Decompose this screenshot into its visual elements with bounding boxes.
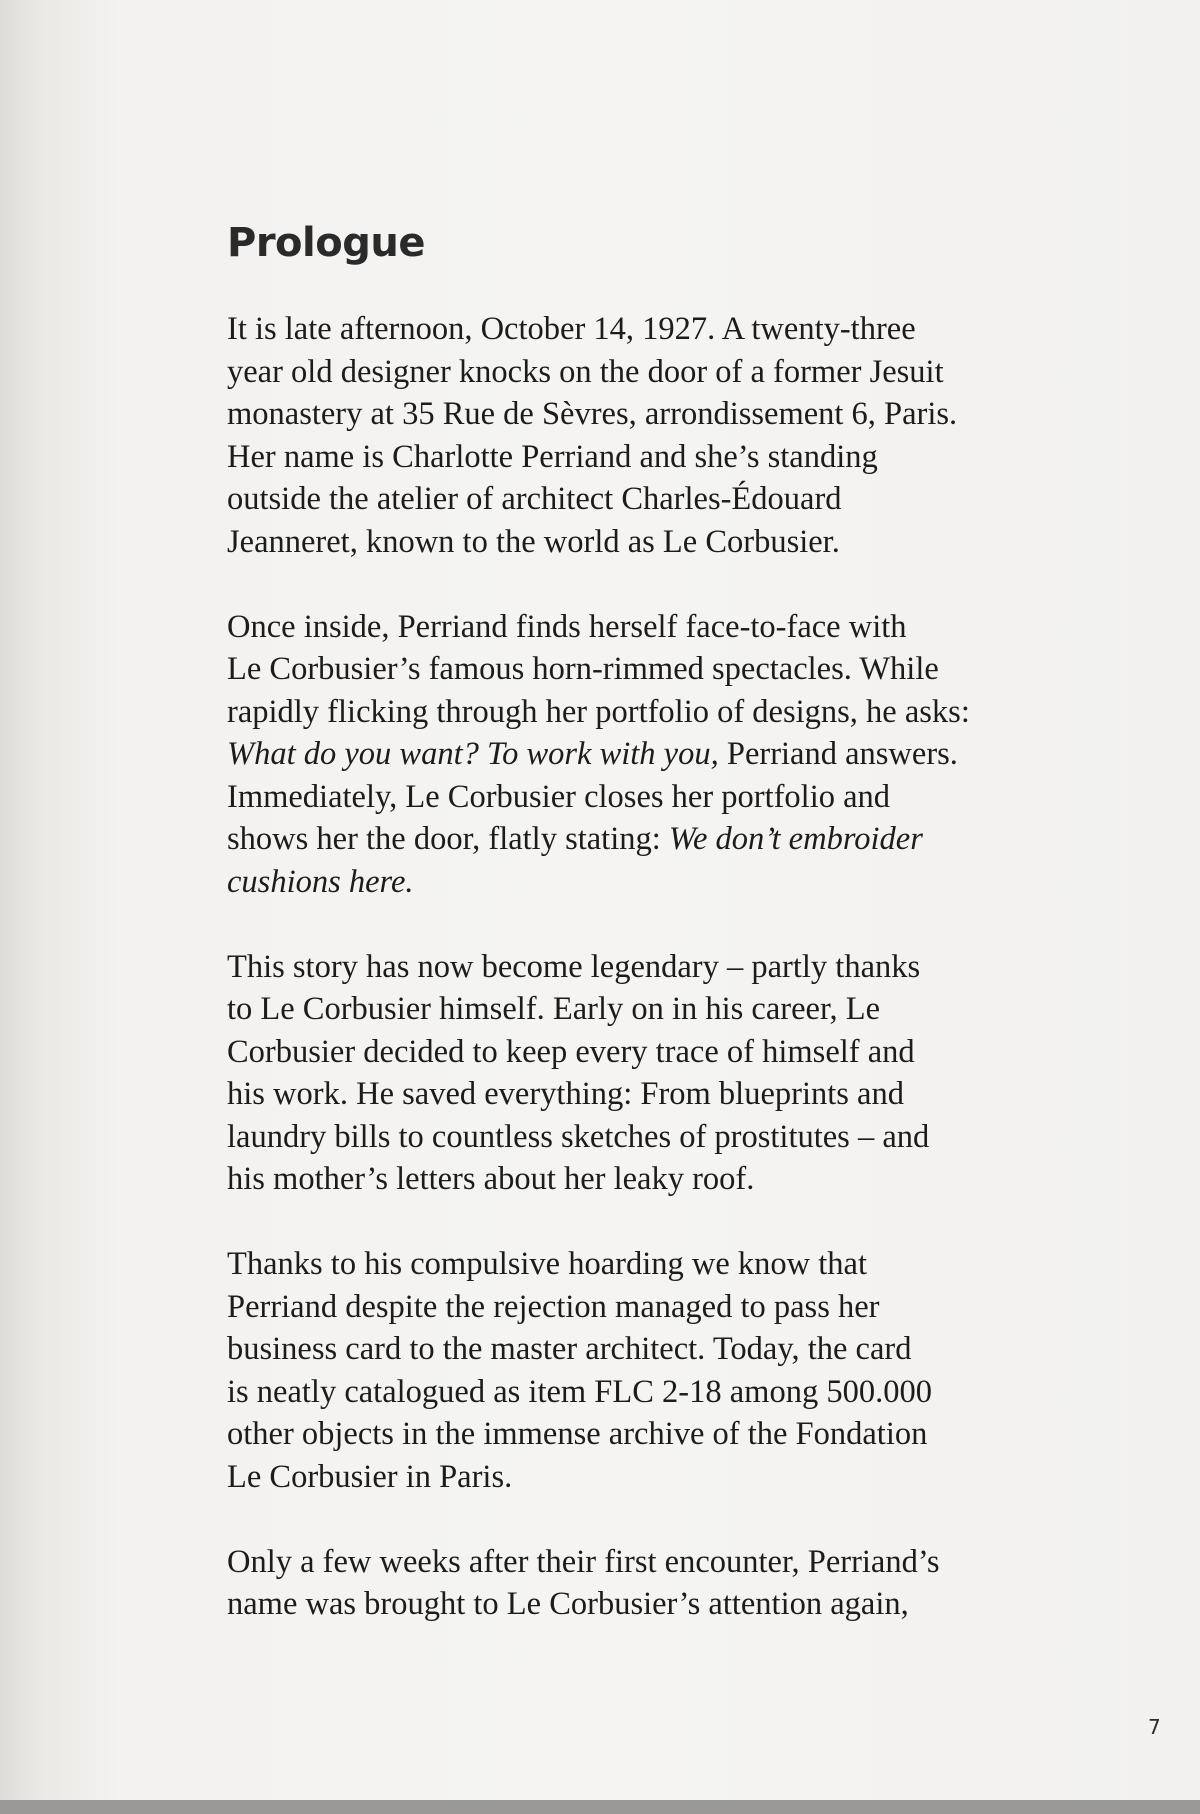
text-line: Her name is Charlotte Perriand and she’s standing bbox=[227, 438, 878, 475]
text-line: Immediately, Le Corbusier closes her portfolio and bbox=[227, 778, 891, 815]
paragraph-3 bbox=[227, 946, 1107, 1201]
text-line: business card to the master architect. Today, the card bbox=[227, 1331, 912, 1367]
paragraph-4 bbox=[227, 1243, 1107, 1498]
italic-quote: What do you want? To work with you, bbox=[227, 736, 719, 772]
text-line: This story has now become legendary – partly thanks bbox=[227, 948, 921, 985]
text-line: his mother’s letters about her leaky roof. bbox=[227, 1161, 755, 1197]
text-line: It is late afternoon, October 14, 1927. A twenty-three bbox=[227, 311, 916, 347]
text-line: his work. He saved everything: From blueprints and bbox=[227, 1076, 904, 1112]
text-line: Thanks to his compulsive hoarding we know that bbox=[227, 1246, 867, 1282]
paragraph-2 bbox=[227, 606, 1107, 904]
page-title: Prologue bbox=[227, 220, 425, 266]
text-line: Perriand despite the rejection managed to pass her bbox=[227, 1288, 880, 1325]
text-line: Jeanneret, known to the world as Le Corbusier. bbox=[227, 523, 840, 560]
page-number: 7 bbox=[1148, 1715, 1161, 1739]
text-line: outside the atelier of architect Charles-Édouard bbox=[227, 481, 842, 517]
italic-quote: We don’t embroider bbox=[668, 821, 923, 857]
text-line bbox=[227, 861, 1107, 904]
text-line: other objects in the immense archive of the Fondation bbox=[227, 1416, 928, 1452]
text-line bbox=[227, 733, 1107, 776]
text-run: Perriand answers. bbox=[718, 736, 958, 772]
text-line: Corbusier decided to keep every trace of himself and bbox=[227, 1033, 915, 1070]
text-line: Le Corbusier in Paris. bbox=[227, 1458, 513, 1495]
text-line: to Le Corbusier himself. Early on in his career, Le bbox=[227, 991, 880, 1027]
text-line: monastery at 35 Rue de Sèvres, arrondissement 6, Paris. bbox=[227, 396, 958, 432]
text-line: rapidly flicking through her portfolio of designs, he asks: bbox=[227, 693, 970, 730]
text-line: laundry bills to countless sketches of prostitutes – and bbox=[227, 1118, 930, 1155]
italic-quote: cushions here. bbox=[227, 863, 414, 900]
text-line: Once inside, Perriand finds herself face-to-face with bbox=[227, 608, 907, 645]
text-line: Le Corbusier’s famous horn-rimmed spectacles. While bbox=[227, 651, 939, 687]
page-edge bbox=[0, 1800, 1200, 1814]
body-text bbox=[227, 308, 1107, 1668]
text-line bbox=[227, 818, 1107, 861]
text-line: Only a few weeks after their first encounter, Perriand’s bbox=[227, 1543, 940, 1580]
text-line: is neatly catalogued as item FLC 2-18 among 500.000 bbox=[227, 1373, 932, 1410]
paragraph-5 bbox=[227, 1541, 1107, 1626]
paragraph-1 bbox=[227, 308, 1107, 563]
text-run: shows her the door, flatly stating: bbox=[227, 821, 669, 857]
text-line: name was brought to Le Corbusier’s attention again, bbox=[227, 1586, 909, 1622]
text-line: year old designer knocks on the door of a former Jesuit bbox=[227, 353, 944, 390]
